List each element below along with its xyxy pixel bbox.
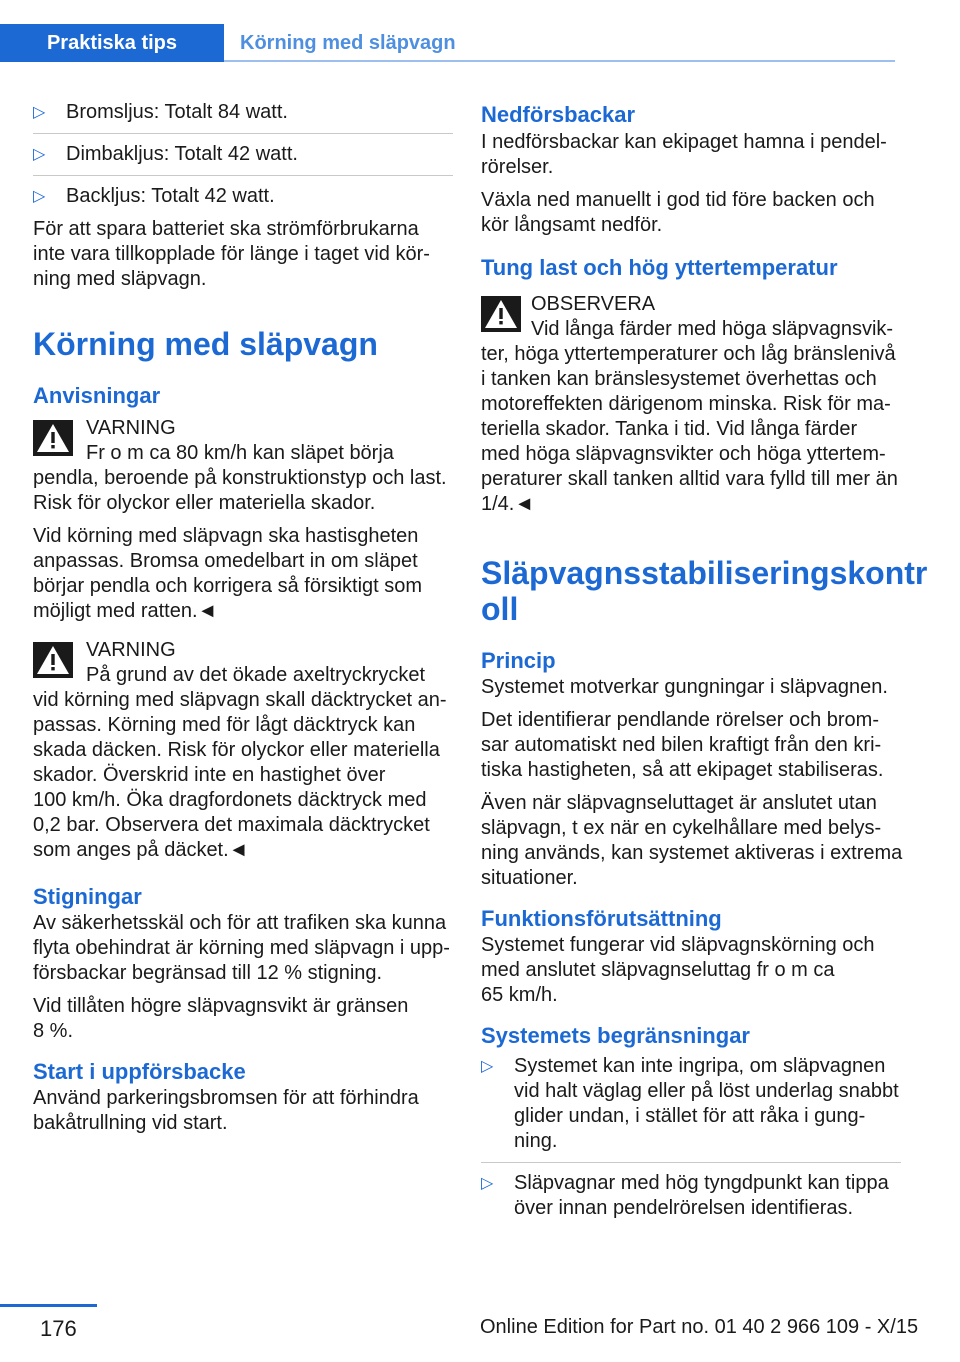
bullet-text: Backljus: Totalt 42 watt.	[66, 185, 275, 207]
paragraph	[33, 994, 453, 1044]
text-line: släpvagn, t ex när en cykelhållare med belys-	[481, 817, 882, 839]
section-tab-current-topic[interactable]: Körning med släpvagn	[240, 31, 456, 54]
paragraph	[481, 675, 901, 700]
paragraph	[33, 911, 453, 986]
subsection-title: Stigningar	[33, 884, 142, 909]
text-line: vid körning med släpvagn skall däcktrycket an-	[33, 689, 447, 711]
text-line: Växla ned manuellt i god tid före backen och	[481, 189, 875, 211]
text-line: bakåtrullning vid start.	[33, 1112, 228, 1134]
subsection-title: Nedförsbackar	[481, 102, 636, 127]
text-line: I nedförsbackar kan ekipaget hamna i pendel-	[481, 131, 887, 153]
text-line: Vid tillåten högre släpvagnsvikt är gränsen	[33, 995, 409, 1017]
list-item	[481, 1171, 901, 1221]
text-line: peraturer skall tanken alltid vara fylld till mer än	[481, 468, 898, 490]
bullet-text: Bromsljus: Totalt 84 watt.	[66, 101, 288, 123]
bullet-text: Systemet kan inte ingripa, om släpvagnen	[514, 1055, 886, 1077]
warning-box	[481, 292, 901, 517]
text-line: passas. Körning med för lågt däcktryck kan	[33, 714, 416, 736]
text-line: 1/4.◄	[481, 493, 535, 515]
bullet-triangle-icon: ▷	[33, 146, 46, 163]
subsection-title: Tung last och hög yttertemperatur	[481, 255, 838, 280]
bullet-triangle-icon: ▷	[33, 104, 46, 121]
text-line: Det identifierar pendlande rörelser och brom-	[481, 709, 879, 731]
page-header	[0, 24, 895, 62]
bullet-text: Dimbakljus: Totalt 42 watt.	[66, 143, 298, 165]
list-item	[481, 1054, 901, 1154]
text-line: ning med släpvagn.	[33, 268, 207, 290]
text-line: 8 %.	[33, 1020, 74, 1042]
divider	[481, 1162, 901, 1163]
text-line: Systemet motverkar gungningar i släpvagnen.	[481, 676, 888, 698]
section-tab-active[interactable]: Praktiska tips	[0, 24, 224, 62]
text-line: skada däcken. Risk för olyckor eller materiella	[33, 739, 440, 761]
warning-triangle-icon	[481, 296, 521, 332]
subsection-title: Princip	[481, 648, 556, 673]
text-line: inte vara tillkopplade för länge i taget vid kör-	[33, 243, 430, 265]
text-line: som anges på däcket.◄	[33, 839, 249, 861]
text-line: tiska hastigheten, så att ekipaget stabiliseras.	[481, 759, 884, 781]
text-line: teriella skador. Tanka i tid. Vid långa färder	[481, 418, 858, 440]
text-line: Av säkerhetsskäl och för att trafiken ska kunna	[33, 912, 447, 934]
bullet-text: över innan pendelrörelsen identifieras.	[514, 1197, 854, 1219]
text-line: försbackar begränsad till 12 % stigning.	[33, 962, 383, 984]
text-line: Använd parkeringsbromsen för att förhindra	[33, 1087, 419, 1109]
text-line: i tanken kan bränslesystemet överhettas och	[481, 368, 877, 390]
text-line: ter, höga yttertemperaturer och låg bränslenivå	[481, 343, 896, 365]
footer-rule	[0, 1304, 97, 1307]
header-divider	[224, 60, 895, 62]
bullet-text: ning.	[514, 1130, 558, 1152]
paragraph	[481, 188, 901, 238]
warning-title: VARNING	[86, 639, 176, 661]
text-line: Fr o m ca 80 km/h kan släpet börja	[86, 442, 394, 464]
text-line: Risk för olyckor eller materiella skador.	[33, 492, 376, 514]
paragraph	[481, 791, 901, 891]
text-line: rörelser.	[481, 156, 554, 178]
paragraph	[33, 524, 453, 624]
paragraph	[481, 130, 901, 180]
bullet-text: vid halt väglag eller på löst underlag snabbt	[514, 1080, 899, 1102]
text-line: 65 km/h.	[481, 984, 558, 1006]
list-item	[33, 142, 453, 167]
text-line: Vid långa färder med höga släpvagnsvik-	[531, 318, 894, 340]
bullet-text: Släpvagnar med hög tyngdpunkt kan tippa	[514, 1172, 889, 1194]
divider	[33, 133, 453, 134]
list-item	[33, 100, 453, 125]
page-number: 176	[40, 1316, 77, 1341]
text-line: skador. Överskrid inte en hastighet över	[33, 764, 386, 786]
paragraph	[33, 1086, 453, 1136]
warning-box	[33, 416, 453, 516]
text-line: med anslutet släpvagnseluttag fr o m ca	[481, 959, 835, 981]
list-item	[33, 184, 453, 209]
text-line: På grund av det ökade axeltryckrycket	[86, 664, 426, 686]
warning-title: OBSERVERA	[531, 293, 656, 315]
text-line: 0,2 bar. Observera det maximala däcktrycket	[33, 814, 430, 836]
divider	[33, 175, 453, 176]
bullet-triangle-icon: ▷	[481, 1058, 494, 1075]
text-line: kör långsamt nedför.	[481, 214, 663, 236]
right-column	[481, 100, 928, 1229]
text-line: pendla, beroende på konstruktionstyp och last.	[33, 467, 447, 489]
subsection-title: Systemets begränsningar	[481, 1023, 750, 1048]
bullet-text: glider undan, i stället för att råka i gung-	[514, 1105, 866, 1127]
text-line: möjligt med ratten.◄	[33, 600, 218, 622]
warning-triangle-icon	[33, 420, 73, 456]
warning-box	[33, 638, 453, 863]
bullet-triangle-icon: ▷	[481, 1175, 494, 1192]
text-line: Även när släpvagnseluttaget är anslutet utan	[481, 792, 877, 814]
paragraph	[33, 217, 453, 292]
text-line: 100 km/h. Öka dragfordonets däcktryck med	[33, 789, 427, 811]
paragraph	[481, 708, 901, 783]
title-line: oll	[481, 591, 519, 627]
section-title	[481, 555, 928, 627]
left-column	[33, 100, 453, 1144]
subsection-title: Anvisningar	[33, 383, 161, 408]
text-line: ning används, kan systemet aktiveras i extrema	[481, 842, 903, 864]
warning-triangle-icon	[33, 642, 73, 678]
text-line: börjar pendla och korrigera så försiktigt som	[33, 575, 423, 597]
text-line: motoreffekten därigenom minska. Risk för ma-	[481, 393, 891, 415]
text-line: För att spara batteriet ska strömförbrukarna	[33, 218, 419, 240]
text-line: Vid körning med släpvagn ska hastisgheten	[33, 525, 419, 547]
text-line: anpassas. Bromsa omedelbart in om släpet	[33, 550, 418, 572]
subsection-title: Start i uppförsbacke	[33, 1059, 246, 1084]
text-line: Systemet fungerar vid släpvagnskörning och	[481, 934, 875, 956]
warning-title: VARNING	[86, 417, 176, 439]
text-line: sar automatiskt ned bilen kraftigt från den kri-	[481, 734, 882, 756]
footer-edition: Online Edition for Part no. 01 40 2 966 109 - X/15	[480, 1316, 919, 1338]
bullet-triangle-icon: ▷	[33, 188, 46, 205]
section-title: Körning med släpvagn	[33, 326, 378, 362]
text-line: flyta obehindrat är körning med släpvagn i upp-	[33, 937, 450, 959]
paragraph	[481, 933, 901, 1008]
title-line: Släpvagnsstabiliseringskontr	[481, 555, 928, 591]
text-line: med höga släpvagnsvikter och höga yttertem-	[481, 443, 886, 465]
subsection-title: Funktionsförutsättning	[481, 906, 722, 931]
text-line: situationer.	[481, 867, 578, 889]
